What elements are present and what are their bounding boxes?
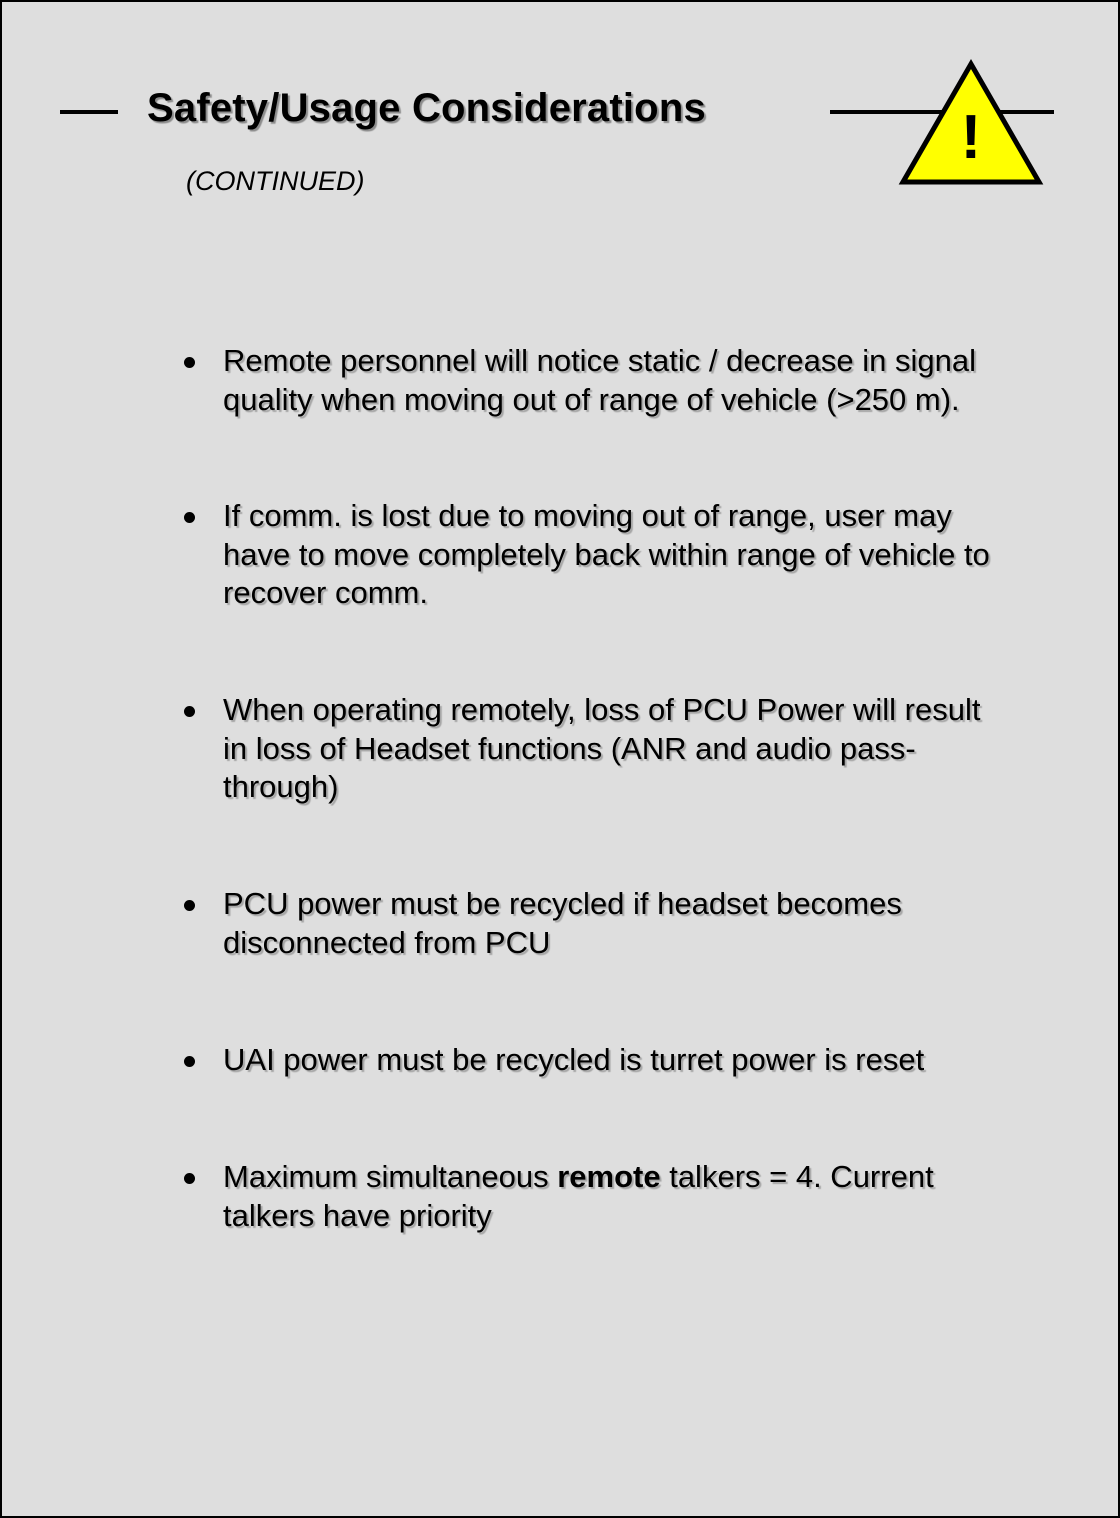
list-item [184,342,1064,419]
bullet-text: Maximum simultaneous [223,1159,558,1194]
bullet-dot-icon [184,512,195,523]
emphasis-remote: remote [557,1159,661,1194]
bullet-dot-icon [184,1173,195,1184]
bullet-line: Remote personnel will notice static / decrease in signal [223,343,976,378]
bullet-dot-icon [184,357,195,368]
bullet-line: disconnected from PCU [223,924,551,960]
bullet-line [223,1158,1064,1197]
page-title: Safety/Usage Considerations [147,86,706,130]
bullet-line: have to move completely back within range of vehicle to [223,536,990,572]
bullet-line: PCU power must be recycled if headset becomes [223,886,902,921]
list-item [184,885,1064,962]
list-item [184,1158,1064,1235]
bullet-dot-icon [184,900,195,911]
bullet-line: talkers have priority [223,1197,492,1233]
list-item [184,497,1064,613]
bullet-line: UAI power must be recycled is turret power is reset [223,1042,925,1077]
bullet-line: recover comm. [223,575,428,610]
warning-triangle-icon [898,58,1044,188]
bullet-dot-icon [184,706,195,717]
bullet-line: If comm. is lost due to moving out of range, user may [223,498,952,533]
continued-label: (CONTINUED) [186,166,365,196]
title-rule-left [60,110,118,114]
list-item [184,1041,1064,1080]
bullet-dot-icon [184,1056,195,1067]
bullet-line: When operating remotely, loss of PCU Power will result [223,692,981,727]
bullet-line: through) [223,769,339,804]
list-item [184,691,1064,807]
bullet-line: in loss of Headset functions (ANR and audio pass- [223,730,916,766]
bullet-text: talkers = 4. Current [660,1159,934,1194]
bullet-line: quality when moving out of range of vehicle (>250 m). [223,381,960,417]
warning-exclamation: ! [960,103,982,172]
